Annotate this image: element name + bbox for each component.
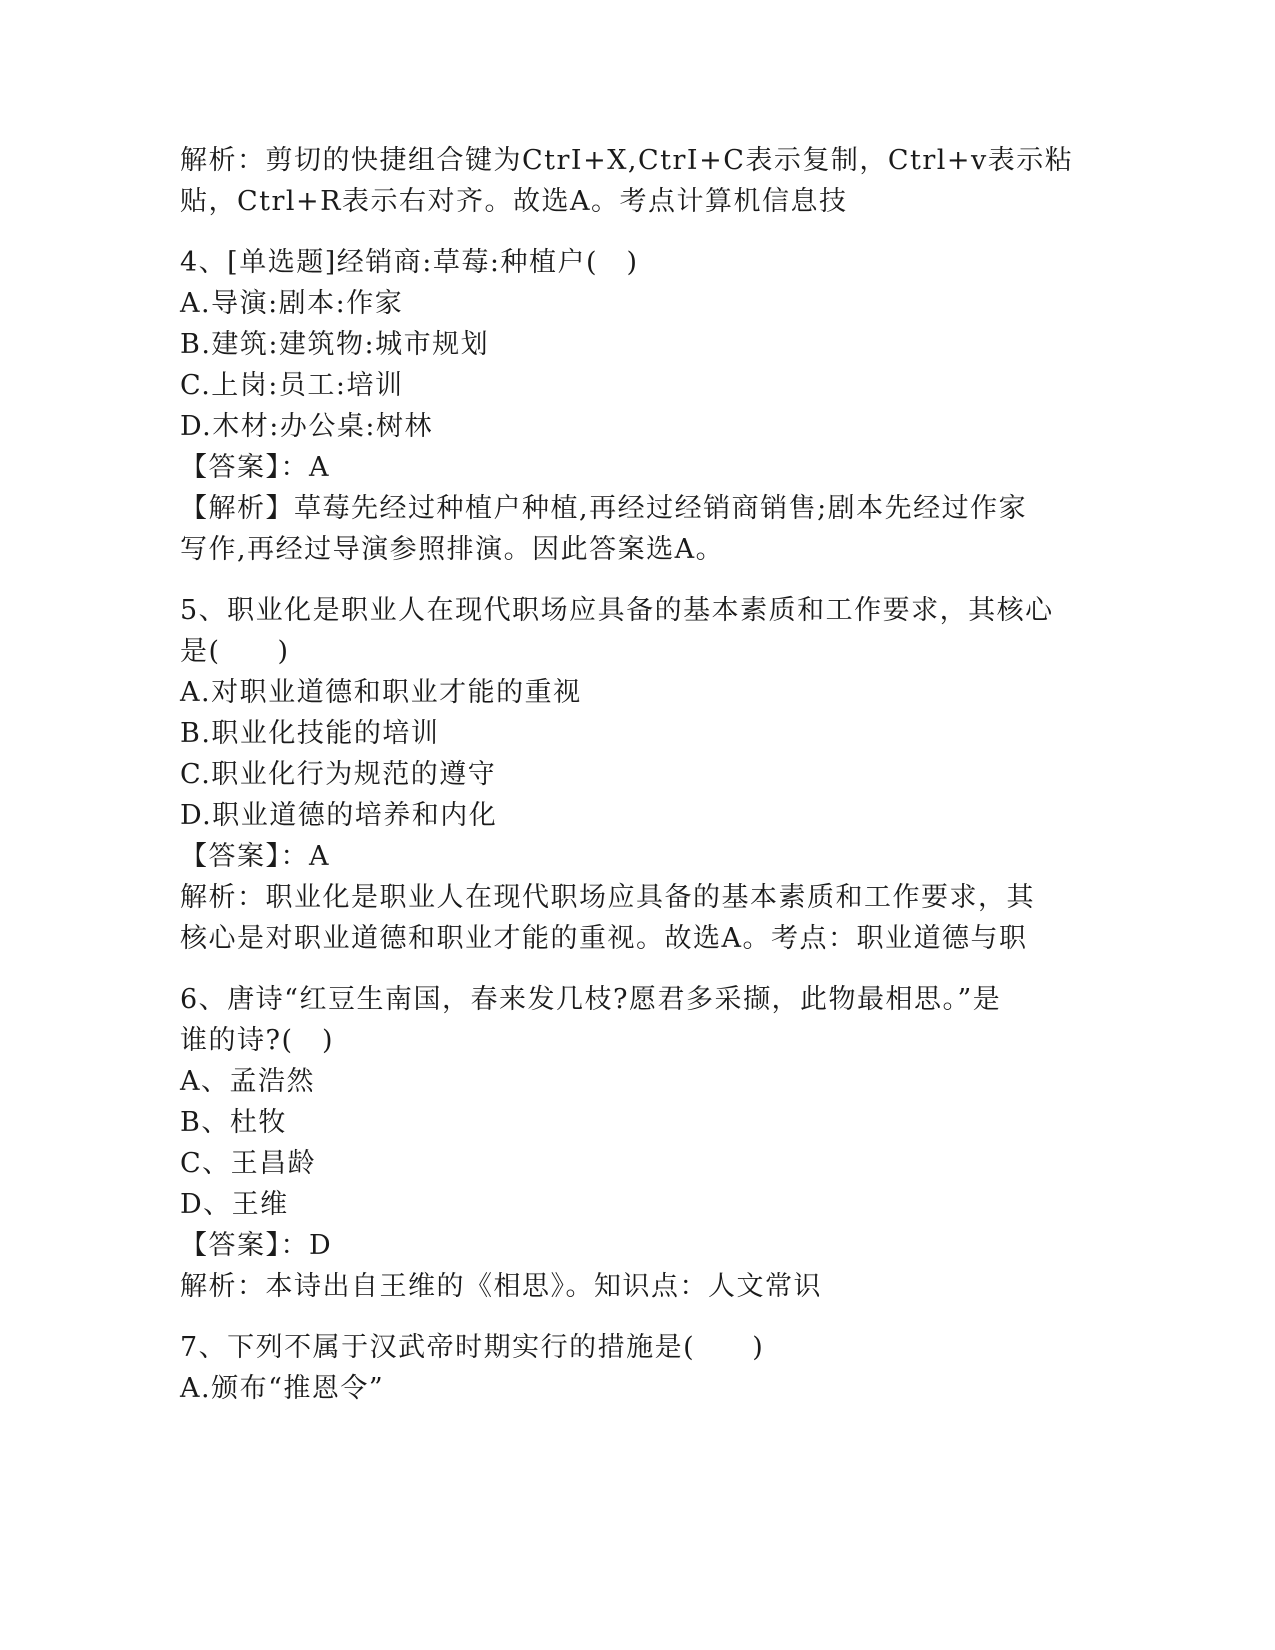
option-b: B.职业化技能的培训 (180, 718, 440, 749)
document-page (180, 140, 1074, 1409)
explanation-line: 写作,再经过导演参照排演。因此答案选A。 (180, 534, 725, 565)
option-a: A.导演:剧本:作家 (180, 288, 404, 319)
answer-line: 【答案】：A (180, 452, 330, 483)
explanation-line: 核心是对职业道德和职业才能的重视。故选A。考点：职业道德与职 (180, 923, 1028, 954)
question-stem: 7、下列不属于汉武帝时期实行的措施是( ) (180, 1332, 765, 1363)
block-question-6 (180, 979, 1050, 1307)
question-stem: 6、唐诗“红豆生南国，春来发几枝?愿君多采撷，此物最相思。”是 (180, 984, 1002, 1015)
question-stem: 谁的诗?( ) (180, 1025, 335, 1056)
text-line: 贴，Ctrl+R表示右对齐。故选A。考点计算机信息技 (180, 186, 848, 217)
answer-line: 【答案】：A (180, 841, 330, 872)
text-line: 解析：剪切的快捷组合键为CtrI+X,CtrI+C表示复制，Ctrl+v表示粘 (180, 145, 1074, 176)
option-b: B.建筑:建筑物:城市规划 (180, 329, 490, 360)
option-b: B、杜牧 (180, 1107, 287, 1138)
option-d: D.木材:办公桌:树林 (180, 411, 433, 442)
option-d: D、王维 (180, 1189, 289, 1220)
explanation-line: 解析：职业化是职业人在现代职场应具备的基本素质和工作要求，其 (180, 882, 1035, 913)
explanation-line: 【解析】草莓先经过种植户种植,再经过经销商销售;剧本先经过作家 (180, 493, 1028, 524)
answer-line: 【答案】：D (180, 1230, 333, 1261)
option-a: A、孟浩然 (180, 1066, 315, 1097)
option-c: C.上岗:员工:培训 (180, 370, 404, 401)
block-question-7 (180, 1327, 1050, 1409)
block-q3-explanation (180, 140, 1074, 222)
question-stem: 是( ) (180, 636, 290, 667)
block-gap (180, 570, 1050, 590)
block-gap (180, 1307, 1050, 1327)
block-gap (180, 222, 1050, 242)
option-c: C、王昌龄 (180, 1148, 317, 1179)
option-a: A.颁布“推恩令” (180, 1373, 385, 1404)
option-c: C.职业化行为规范的遵守 (180, 759, 497, 790)
block-question-5 (180, 590, 1054, 959)
option-d: D.职业道德的培养和内化 (180, 800, 498, 831)
explanation-line: 解析：本诗出自王维的《相思》。知识点：人文常识 (180, 1271, 822, 1302)
block-question-4 (180, 242, 1050, 570)
question-stem: 5、职业化是职业人在现代职场应具备的基本素质和工作要求，其核心 (180, 595, 1054, 626)
block-gap (180, 959, 1050, 979)
option-a: A.对职业道德和职业才能的重视 (180, 677, 582, 708)
question-stem: 4、[单选题]经销商:草莓:种植户( ) (180, 247, 639, 278)
